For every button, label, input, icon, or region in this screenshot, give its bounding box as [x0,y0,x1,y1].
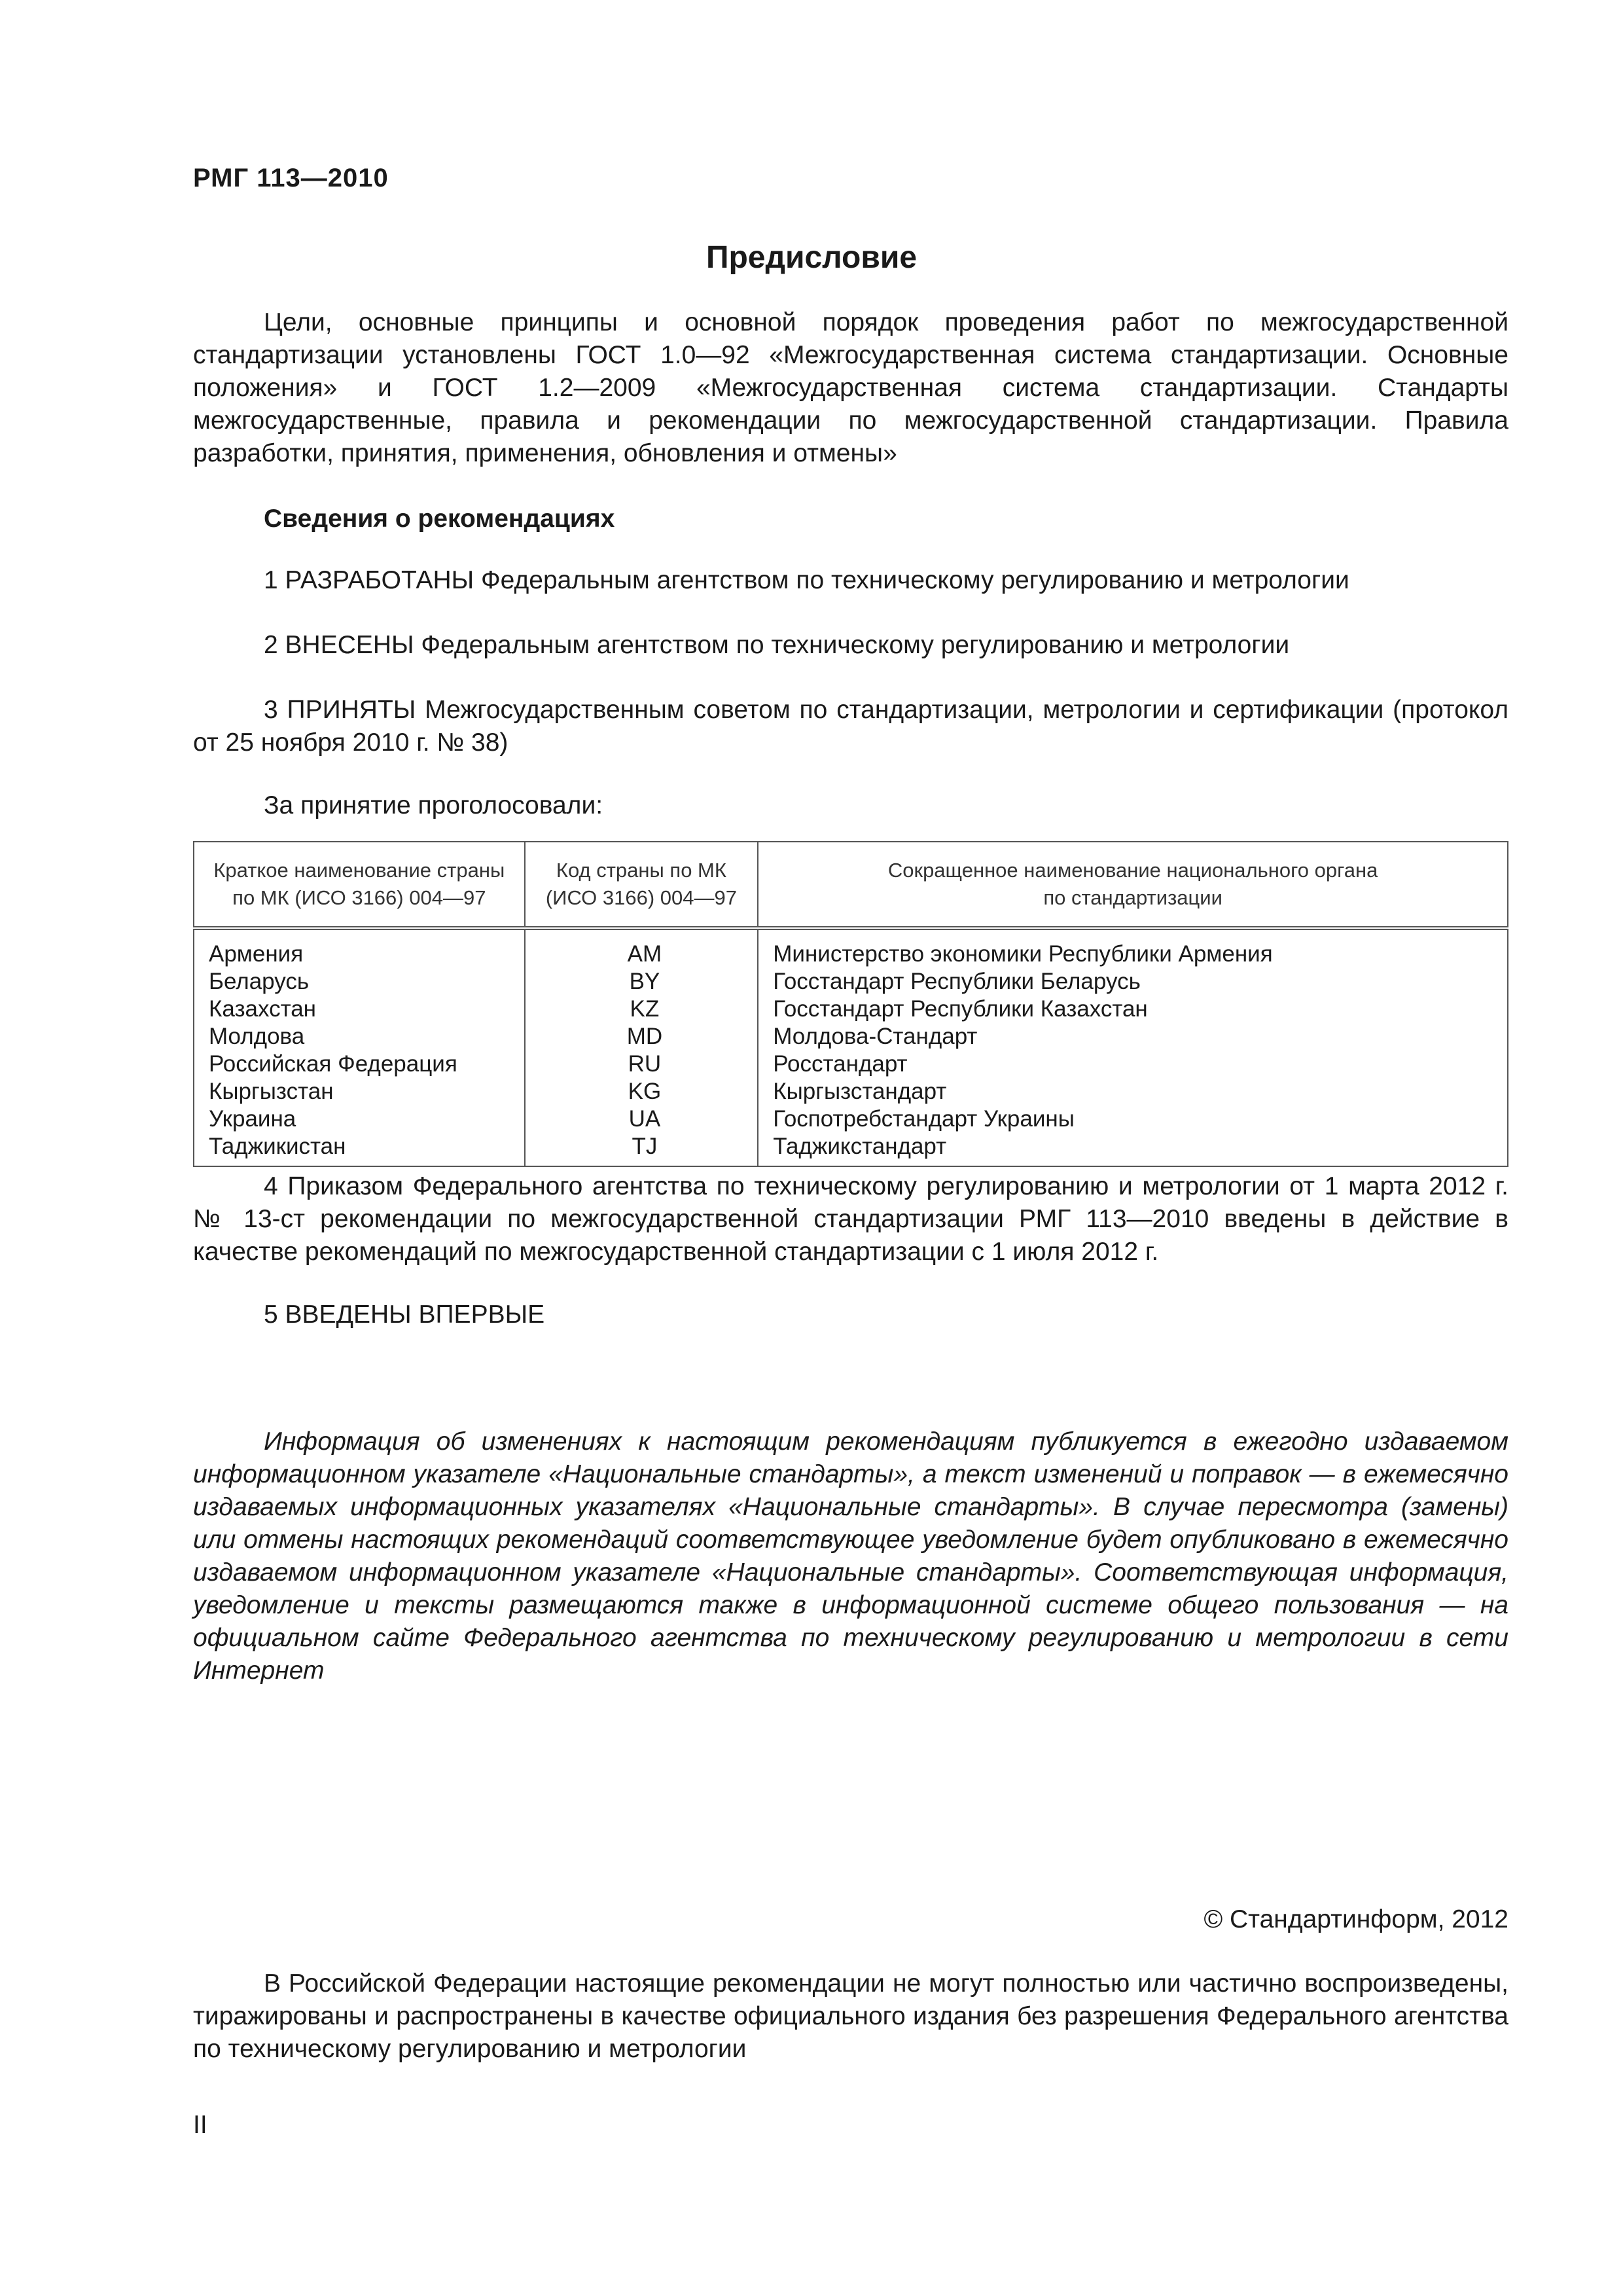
table-row [194,1050,1508,1078]
item-2: 2 ВНЕСЕНЫ Федеральным агентством по техническому регулированию и метрологии [264,631,1290,659]
cell-code: AM [525,928,758,968]
item-1: 1 РАЗРАБОТАНЫ Федеральным агентством по техническому регулированию и метрологии [264,566,1349,594]
header-organization: Сокращенное наименование национального органа по стандартизации [758,842,1508,928]
cell-code: RU [525,1050,758,1078]
cell-country: Молдова [194,1023,525,1050]
cell-organization: Госпотребстандарт Украины [758,1105,1508,1133]
header-country: Краткое наименование страны по МК (ИСО 3166) 004—97 [194,842,525,928]
cell-country: Казахстан [194,996,525,1023]
cell-organization: Таджикстандарт [758,1133,1508,1166]
page-number: II [193,2111,207,2139]
document-code: РМГ 113—2010 [193,164,389,192]
cell-organization: Госстандарт Республики Беларусь [758,968,1508,996]
cell-organization: Молдова-Стандарт [758,1023,1508,1050]
section-heading: Сведения о рекомендациях [264,505,615,533]
cell-code: KZ [525,996,758,1023]
cell-country: Украина [194,1105,525,1133]
cell-country: Российская Федерация [194,1050,525,1078]
table-row [194,1078,1508,1105]
cell-country: Беларусь [194,968,525,996]
cell-organization: Министерство экономики Республики Армения [758,928,1508,968]
item-3: 3 ПРИНЯТЫ Межгосударственным советом по стандартизации, метрологии и сертификации (протокол от 25 ноября 2010 г. № 38) [193,696,1508,757]
page-title: Предисловие [705,240,918,275]
cell-organization: Кыргызстандарт [758,1078,1508,1105]
intro-paragraph: Цели, основные принципы и основной порядок проведения работ по межгосударственной стандартизации установлены ГОСТ 1.0—92 «Межгосударственная система стандартизации. Основные положения» и ГОСТ 1.2—2009 «Межгосударственная система стандартизации. Стандарты межгосударственные, правила и рекомендации по межгосударственной стандартизации. Правила разработки, принятия, применения, обновления и отмены» [193,308,1508,467]
table-row [194,1105,1508,1133]
table-row [194,996,1508,1023]
voted-label: За принятие проголосовали: [264,791,603,819]
cell-organization: Госстандарт Республики Казахстан [758,996,1508,1023]
table-row [194,968,1508,996]
cell-organization: Росстандарт [758,1050,1508,1078]
cell-code: BY [525,968,758,996]
voting-table [193,841,1508,1167]
cell-country: Армения [194,928,525,968]
cell-code: TJ [525,1133,758,1166]
cell-country: Таджикистан [194,1133,525,1166]
table-header-row [194,842,1508,928]
cell-country: Кыргызстан [194,1078,525,1105]
legal-notice: В Российской Федерации настоящие рекомендации не могут полностью или частично воспроизведены, тиражированы и распространены в качестве официального издания без разрешения Федерального агентства по техническому регулированию и метрологии [193,1969,1508,2063]
cell-code: UA [525,1105,758,1133]
copyright-line: © Стандартинформ, 2012 [1204,1905,1508,1933]
table-row [194,928,1508,968]
cell-code: MD [525,1023,758,1050]
item-4: 4 Приказом Федерального агентства по техническому регулированию и метрологии от 1 марта 2012 г. № 13-ст рекомендации по межгосударственной стандартизации РМГ 113—2010 введены в действие в качестве рекомендаций по межгосударственной стандартизации с 1 июля 2012 г. [193,1172,1508,1266]
header-code: Код страны по МК (ИСО 3166) 004—97 [525,842,758,928]
table-row [194,1133,1508,1166]
amendments-notice: Информация об изменениях к настоящим рекомендациям публикуется в ежегодно издаваемом информационном указателе «Национальные стандарты», а текст изменений и поправок — в ежемесячно издаваемых информационных указателях «Национальные стандарты». В случае пересмотра (замены) или отмены настоящих рекомендаций соответствующее уведомление будет опубликовано в ежемесячно издаваемом информационном указателе «Национальные стандарты». Соответствующая информация, уведомление и тексты размещаются также в информационной системе общего пользования — на официальном сайте Федерального агентства по техническому регулированию и метрологии в сети Интернет [193,1427,1508,1685]
cell-code: KG [525,1078,758,1105]
table-row [194,1023,1508,1050]
item-5: 5 ВВЕДЕНЫ ВПЕРВЫЕ [264,1300,545,1329]
